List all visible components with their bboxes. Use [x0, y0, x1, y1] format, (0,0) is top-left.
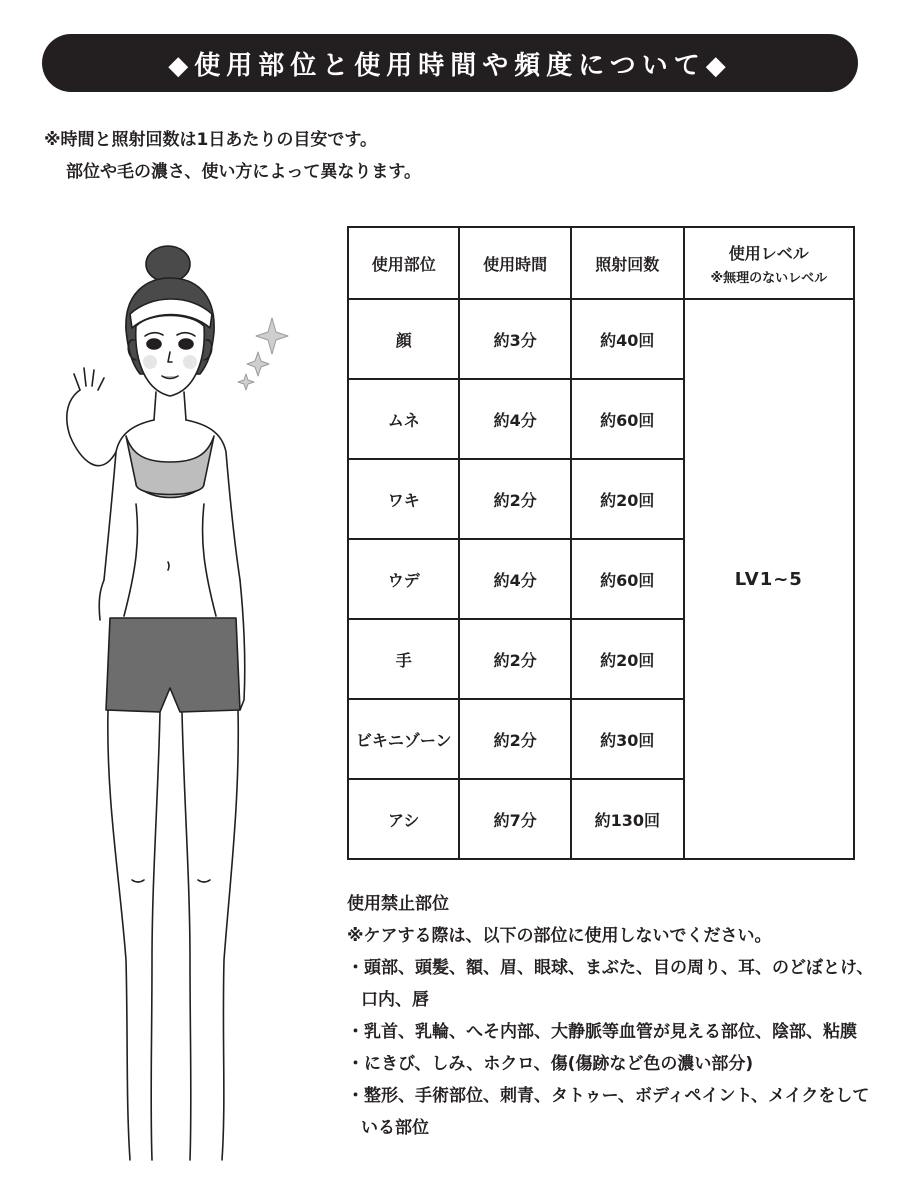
list-item: ・ 整形、手術部位、刺青、タトゥー、ボディペイント、メイクをしている部位 — [347, 1080, 877, 1144]
list-item: ・ 乳首、乳輪、へそ内部、大静脈等血管が見える部位、陰部、粘膜 — [347, 1016, 877, 1048]
cell-time: 約7分 — [459, 779, 570, 859]
header-time: 使用時間 — [459, 227, 570, 299]
cell-time: 約2分 — [459, 699, 570, 779]
header-count: 照射回数 — [571, 227, 684, 299]
prohibited-section — [347, 888, 877, 1144]
cell-count: 約60回 — [571, 539, 684, 619]
banner-title: ◆使用部位と使用時間や頻度について◆ — [168, 50, 732, 81]
cell-count: 約30回 — [571, 699, 684, 779]
header-part: 使用部位 — [348, 227, 459, 299]
cell-time: 約2分 — [459, 459, 570, 539]
cell-time: 約4分 — [459, 379, 570, 459]
header-level-label: 使用レベル — [728, 243, 809, 263]
cell-time: 約3分 — [459, 299, 570, 379]
cell-part: ムネ — [348, 379, 459, 459]
cell-part: 手 — [348, 619, 459, 699]
cell-time: 約4分 — [459, 539, 570, 619]
title-banner — [42, 34, 858, 92]
table-row — [348, 299, 854, 379]
cell-level: LV1~5 — [684, 299, 854, 859]
header-level — [684, 227, 854, 299]
table-header-row — [348, 227, 854, 299]
note-line-1: ※時間と照射回数は1日あたりの目安です。 — [44, 130, 377, 150]
cell-count: 約60回 — [571, 379, 684, 459]
cell-count: 約20回 — [571, 619, 684, 699]
note-line-2: 部位や毛の濃さ、使い方によって異なります。 — [66, 162, 421, 182]
woman-illustration — [40, 240, 310, 1180]
cell-part: ウデ — [348, 539, 459, 619]
header-level-note: ※無理のないレベル — [710, 270, 828, 286]
prohibited-list — [347, 952, 877, 1144]
list-item: ・ 頭部、頭髪、額、眉、眼球、まぶた、目の周り、耳、のどぼとけ、口内、唇 — [347, 952, 877, 1016]
cell-part: 顔 — [348, 299, 459, 379]
cell-count: 約20回 — [571, 459, 684, 539]
prohibited-title: 使用禁止部位 — [347, 894, 449, 914]
prohibited-intro: ※ケアする際は、以下の部位に使用しないでください。 — [347, 926, 772, 946]
cell-time: 約2分 — [459, 619, 570, 699]
usage-table — [347, 226, 855, 860]
cell-count: 約130回 — [571, 779, 684, 859]
list-item: ・ にきび、しみ、ホクロ、傷(傷跡など色の濃い部分) — [347, 1048, 877, 1080]
usage-note — [44, 124, 421, 188]
cell-part: ビキニゾーン — [348, 699, 459, 779]
cell-part: アシ — [348, 779, 459, 859]
cell-part: ワキ — [348, 459, 459, 539]
cell-count: 約40回 — [571, 299, 684, 379]
